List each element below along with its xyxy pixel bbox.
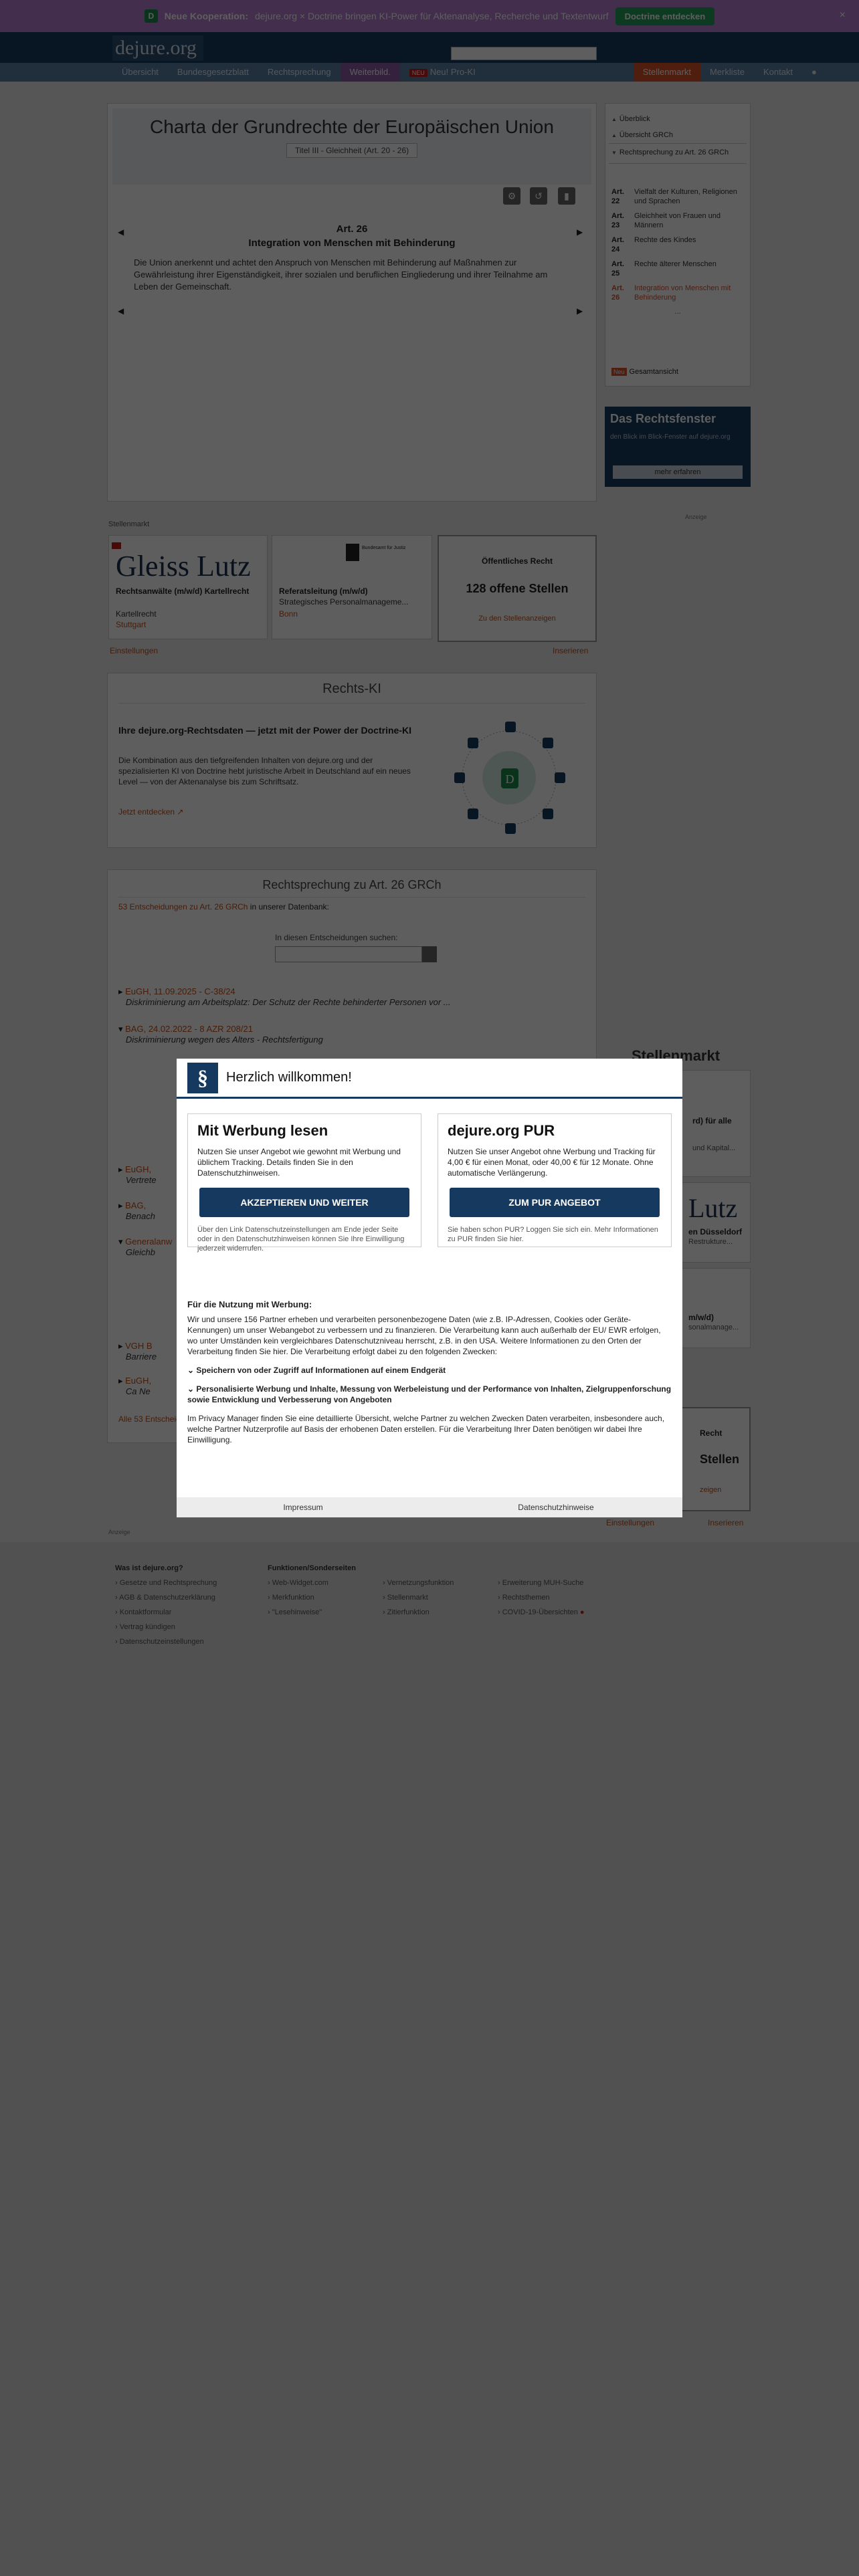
option-with-ads [187, 1113, 421, 1253]
privacy-manager-text: Im Privacy Manager finden Sie eine detaillierte Übersicht, welche Partner zu welchen Zwecken Daten verarbeiten, insbesondere auch, welche Partner Nutzerprofile auf Basis der erhobenen Daten erstellen. Für die Verarbeitung Ihrer Daten benötigen wir dabei Ihre Einwilligung. [187, 1414, 665, 1444]
option-heading: dejure.org PUR [448, 1122, 555, 1139]
consent-details [187, 1299, 672, 1445]
option-heading: Mit Werbung lesen [197, 1122, 328, 1139]
datenschutz-link[interactable]: Datenschutzhinweise [518, 1503, 594, 1512]
option-text: Nutzen Sie unser Angebot wie gewohnt mit Werbung und üblichem Tracking. Details finden Sie in den Datenschutzhinweisen. [197, 1147, 401, 1178]
modal-title: Herzlich willkommen! [226, 1070, 352, 1085]
accept-button[interactable]: AKZEPTIEREN UND WEITER [199, 1188, 409, 1217]
option-note: Über den Link Datenschutzeinstellungen am Ende jeder Seite oder in den Datenschutzhinweisen können Sie Ihre Einwilligung jederzeit widerrufen. [197, 1226, 405, 1253]
option-pur [438, 1113, 672, 1247]
pur-button[interactable]: ZUM PUR ANGEBOT [450, 1188, 660, 1217]
modal-header [177, 1059, 682, 1099]
purpose-item[interactable] [187, 1365, 672, 1376]
option-text: Nutzen Sie unser Angebot ohne Werbung und Tracking für 4,00 € für einen Monat, oder 40,00 € für 12 Monate. Ohne automatische Verlängerung. [448, 1147, 656, 1178]
option-note: Sie haben schon PUR? Loggen Sie sich ein. Mehr Informationen zu PUR finden Sie hier. [448, 1226, 658, 1243]
chevron-down-icon: ⌄ [187, 1384, 195, 1394]
consent-heading: Für die Nutzung mit Werbung: [187, 1299, 312, 1309]
consent-modal [177, 1059, 682, 1517]
chevron-down-icon: ⌄ [187, 1366, 195, 1375]
impressum-link[interactable]: Impressum [283, 1503, 323, 1512]
consent-text: Wir und unsere 156 Partner erheben und verarbeiten personenbezogene Daten (wie z.B. IP-Adressen, Cookies oder Geräte-Kennungen) um unser Webangebot zu verbessern und zu finanzieren. Die Verarbeitung kann auch außerhalb der EU/ EWR erfolgen, wo unter Umständen kein vergleichbares Datenschutzniveau herrscht, z.B. in den USA. Weitere Informationen zu den Orten der Verarbeitung finden Sie hier. Die Verarbeitung erfolgt dabei zu den folgenden Zwecken: [187, 1315, 661, 1356]
purpose-label: Personalisierte Werbung und Inhalte, Messung von Werbeleistung und der Performance von Inhalten, Zielgruppenforschung sowie Entwicklung und Verbesserung von Angeboten [187, 1384, 672, 1404]
dejure-logo-icon: § [187, 1063, 218, 1093]
modal-footer [177, 1497, 682, 1517]
purpose-item[interactable] [187, 1384, 672, 1405]
purpose-label: Speichern von oder Zugriff auf Informationen auf einem Endgerät [196, 1366, 446, 1375]
